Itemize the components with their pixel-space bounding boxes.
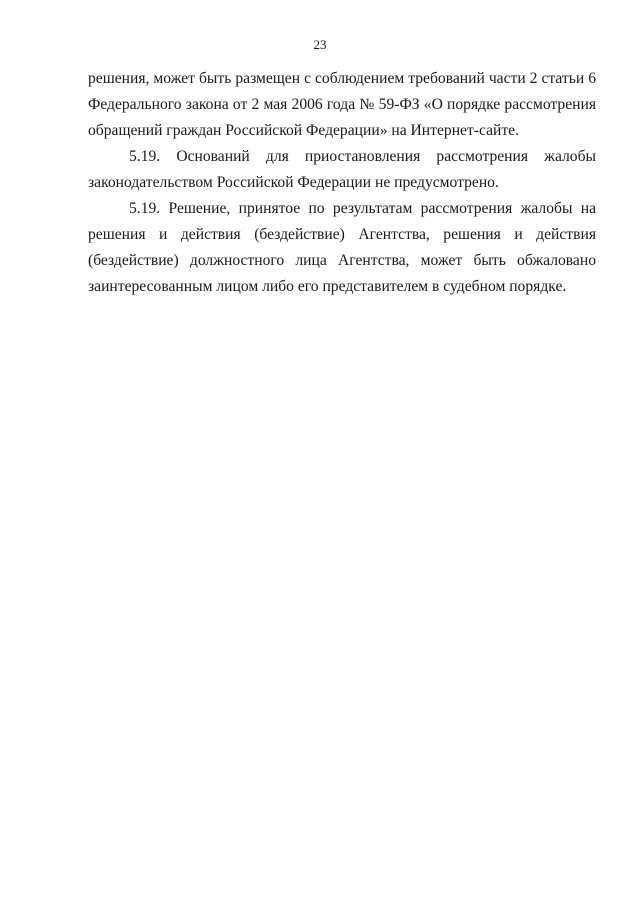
document-body [88,66,596,300]
text-line: обращений граждан Российской Федерации» на Интернет-сайте. [88,122,519,139]
page-number: 23 [313,37,327,52]
text-line: Федерального закона от 2 мая 2006 года № 59-ФЗ «О порядке рассмотрения [88,96,596,113]
paragraph-5-19-grounds [88,144,596,196]
text-line: решения, может быть размещен с соблюдением требований части 2 статьи 6 [88,70,596,87]
text-line: (бездействие) должностного лица Агентства, может быть обжаловано [88,252,596,269]
text-line: заинтересованным лицом либо его представителем в судебном порядке. [88,278,567,295]
text-line: законодательством Российской Федерации не предусмотрено. [88,174,499,191]
paragraph-continuation [88,66,596,144]
text-line: 5.19. Оснований для приостановления рассмотрения жалобы [129,148,596,165]
text-line: решения и действия (бездействие) Агентства, решения и действия [88,226,596,243]
text-line: 5.19. Решение, принятое по результатам рассмотрения жалобы на [129,200,596,217]
paragraph-5-19-appeal [88,196,596,300]
